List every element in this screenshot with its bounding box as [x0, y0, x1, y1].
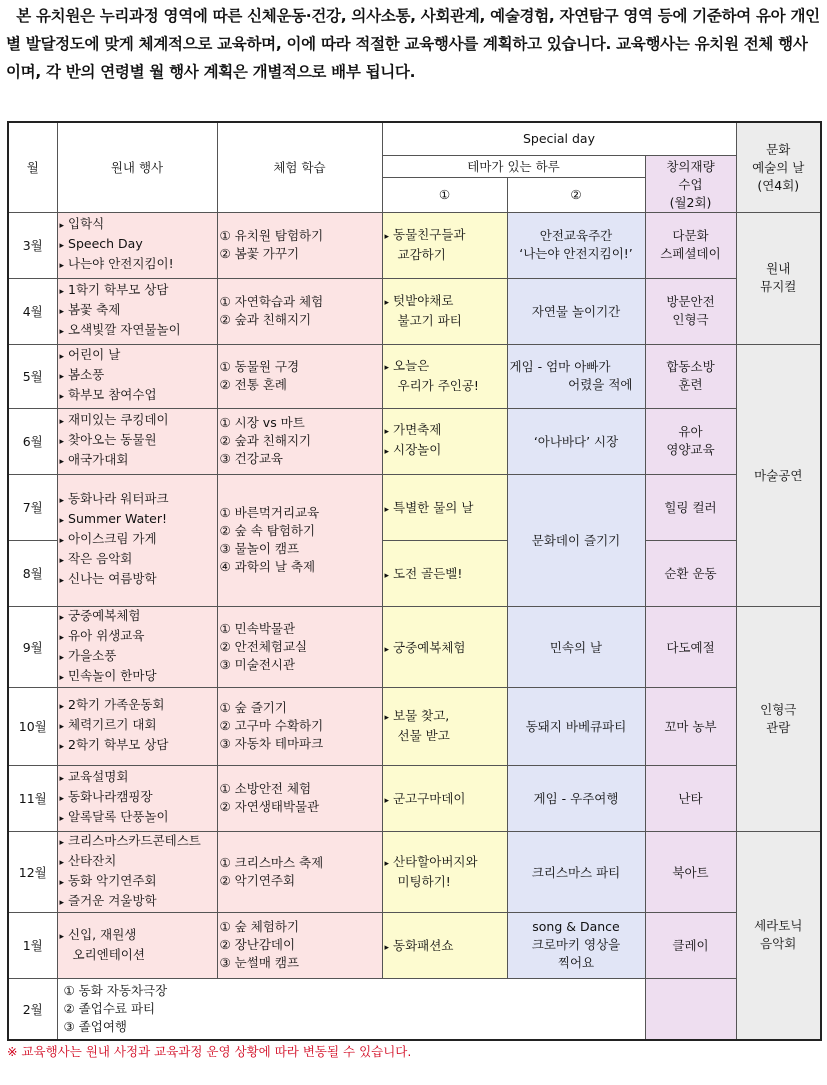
experience-item: ② 숲과 친해지기 — [219, 312, 312, 327]
culture-cell-magic: 마술공연 — [736, 344, 821, 606]
header-theme: 테마가 있는 하루 — [382, 155, 645, 177]
creative-cell: 순환 운동 — [645, 540, 736, 606]
experience-item: ② 전통 혼례 — [219, 377, 287, 392]
theme1-cell — [382, 831, 507, 912]
theme1-cell — [382, 540, 507, 606]
theme1-line: ▸ 텃밭야채로 — [385, 292, 505, 312]
month-cell: 6월 — [8, 408, 57, 474]
theme1-line: ▸ 동물친구들과 — [385, 226, 505, 246]
experience-cell — [217, 212, 382, 278]
theme1-line: ▸ 동화패션쇼 — [385, 936, 505, 954]
event-item: ▸ 민속놀이 한마당 — [60, 667, 215, 687]
month-cell: 9월 — [8, 606, 57, 687]
theme1-cell — [382, 765, 507, 831]
month-cell: 1월 — [8, 912, 57, 978]
creative-line: 유아 — [678, 424, 703, 439]
theme1-cell — [382, 687, 507, 765]
event-item: ▸ 작은 음악회 — [60, 550, 215, 570]
event-item: ▸ 산타잔치 — [60, 852, 215, 872]
creative-cell — [645, 278, 736, 344]
row-july — [8, 474, 821, 540]
event-item: ▸ 나는야 안전지킴이! — [60, 255, 215, 275]
month-cell: 2월 — [8, 978, 57, 1040]
experience-cell — [217, 344, 382, 408]
experience-item: ① 유치원 탐험하기 — [219, 228, 324, 243]
experience-item: ② 안전체험교실 — [219, 638, 308, 654]
event-item: ▸ 신나는 여름방학 — [60, 570, 215, 590]
month-cell: 11월 — [8, 765, 57, 831]
row-november — [8, 765, 821, 831]
creative-line3: (월2회) — [669, 194, 712, 210]
experience-cell — [217, 912, 382, 978]
theme1-line: 우리가 주인공! — [397, 378, 479, 393]
experience-item: ① 소방안전 체험 — [219, 781, 312, 796]
event-item: ▸ 2학기 가족운동회 — [60, 696, 215, 716]
header-culture — [736, 122, 821, 212]
intro-text: 본 유치원은 누리과정 영역에 따른 신체운동·건강, 의사소통, 사회관계, 예술경험, 자연탐구 영역 등에 기준하여 유아 개인별 발달정도에 맞게 체계적으로 교육하며, 이에 따라 적절한 교육행사를 계획하고 있습니다. 교육행사는 유치원 전체 행사이며, 각 반의 연령별 월 행사 계획은 개별적으로 배부 됩니다. — [6, 7, 820, 81]
experience-item: ① 시장 vs 마트 — [219, 415, 305, 430]
theme2-line: 어렸을 적에 — [568, 377, 633, 392]
row-february — [8, 978, 821, 1040]
events-cell — [57, 606, 217, 687]
event-item: ▸ 교육설명회 — [60, 768, 215, 788]
experience-item: ④ 과학의 날 축제 — [219, 559, 316, 574]
experience-cell — [217, 606, 382, 687]
row-october — [8, 687, 821, 765]
theme2-line: 게임 - 엄마 아빠가 — [509, 359, 611, 374]
theme1-cell — [382, 344, 507, 408]
event-item: ▸ 애국가대회 — [60, 451, 215, 471]
theme2-cell-summer: 문화데이 즐기기 — [507, 474, 645, 606]
creative-cell — [645, 212, 736, 278]
experience-item: ② 고구마 수확하기 — [219, 718, 324, 733]
schedule-table — [7, 121, 822, 1041]
creative-cell — [645, 408, 736, 474]
experience-item: ② 숲과 친해지기 — [219, 433, 312, 448]
event-item: ▸ 크리스마스카드콘테스트 — [60, 832, 215, 852]
row-september — [8, 606, 821, 687]
events-cell — [57, 278, 217, 344]
creative-line: 훈련 — [678, 377, 703, 392]
experience-item: ③ 눈썰매 캠프 — [219, 955, 300, 970]
header-experience: 체험 학습 — [217, 122, 382, 212]
event-item: ▸ 알록달록 단풍놀이 — [60, 808, 215, 828]
culture-cell-concert — [736, 831, 821, 1040]
culture-line: 세라토닉 — [754, 918, 803, 934]
event-item: 오리엔테이션 — [72, 947, 145, 962]
month-cell: 4월 — [8, 278, 57, 344]
events-cell — [57, 687, 217, 765]
culture-line: 인형극 — [760, 701, 797, 717]
event-item: ▸ 찾아오는 동물원 — [60, 431, 215, 451]
row-may — [8, 344, 821, 408]
theme2-cell: ‘아나바다’ 시장 — [507, 408, 645, 474]
theme1-line: ▸ 오늘은 — [385, 357, 505, 377]
theme1-cell — [382, 212, 507, 278]
month-cell: 8월 — [8, 540, 57, 606]
header-events: 원내 행사 — [57, 122, 217, 212]
culture-cell-musical — [736, 212, 821, 344]
theme2-line: 안전교육주간 — [539, 228, 613, 243]
header-col2: ② — [507, 177, 645, 212]
event-item: ▸ 어린이 날 — [60, 346, 215, 366]
theme1-line: ▸ 보물 찾고, — [385, 707, 505, 727]
experience-cell-summer — [217, 474, 382, 606]
events-cell — [57, 408, 217, 474]
experience-item: ② 악기연주회 — [219, 872, 296, 888]
event-item: ▸ 가을소풍 — [60, 647, 215, 667]
event-item: ▸ 궁중예복체험 — [60, 607, 215, 627]
intro-paragraph — [6, 2, 821, 86]
experience-cell — [217, 831, 382, 912]
experience-cell — [217, 687, 382, 765]
event-item: ▸ 동화 악기연주회 — [60, 872, 215, 892]
theme1-line: 선물 받고 — [397, 728, 450, 743]
theme2-cell: 민속의 날 — [507, 606, 645, 687]
experience-item: ③ 물놀이 캠프 — [219, 541, 300, 556]
culture-line1: 문화 — [766, 142, 791, 158]
events-cell — [57, 831, 217, 912]
experience-item: ③ 미술전시관 — [219, 656, 296, 672]
month-cell: 7월 — [8, 474, 57, 540]
theme1-cell — [382, 278, 507, 344]
creative-cell: 힐링 컬러 — [645, 474, 736, 540]
experience-item: ① 자연학습과 체험 — [219, 294, 324, 309]
header-month: 월 — [8, 122, 57, 212]
events-cell — [57, 912, 217, 978]
event-item: ▸ 동화나라 워터파크 — [60, 490, 215, 510]
theme1-line: ▸ 궁중예복체험 — [385, 638, 505, 656]
month-cell: 10월 — [8, 687, 57, 765]
creative-cell: 클레이 — [645, 912, 736, 978]
theme1-cell — [382, 408, 507, 474]
theme2-line: 크로마키 영상을 — [531, 937, 621, 952]
event-item: ▸ 즐거운 겨울방학 — [60, 892, 215, 912]
experience-item: ① 숲 즐기기 — [219, 700, 287, 715]
creative-line: 인형극 — [672, 312, 709, 327]
creative-cell: 북아트 — [645, 831, 736, 912]
event-item: ▸ 아이스크림 가게 — [60, 530, 215, 550]
theme2-cell: 크리스마스 파티 — [507, 831, 645, 912]
experience-item: ① 크리스마스 축제 — [219, 854, 324, 870]
experience-item: ① 숲 체험하기 — [219, 919, 300, 934]
theme2-cell: 자연물 놀이기간 — [507, 278, 645, 344]
creative-line1: 창의재량 — [666, 158, 715, 174]
experience-item: ① 동물원 구경 — [219, 359, 300, 374]
creative-cell — [645, 344, 736, 408]
theme2-cell: 게임 - 우주여행 — [507, 765, 645, 831]
events-cell — [57, 212, 217, 278]
theme2-cell: 동돼지 바베큐파티 — [507, 687, 645, 765]
culture-line: 관람 — [766, 719, 791, 735]
creative-line: 합동소방 — [666, 359, 715, 374]
theme1-line: ▸ 가면축제 — [385, 421, 505, 441]
experience-item: ③ 자동차 테마파크 — [219, 736, 324, 751]
experience-item: ① 민속박물관 — [219, 620, 296, 636]
experience-item: ② 장난감데이 — [219, 937, 296, 952]
creative-line: 영양교육 — [666, 442, 715, 457]
row-january — [8, 912, 821, 978]
creative-line: 다문화 — [672, 228, 709, 243]
header-special: Special day — [382, 122, 736, 155]
header-creative — [645, 155, 736, 212]
month-cell: 3월 — [8, 212, 57, 278]
theme2-line: ‘나는야 안전지킴이!’ — [519, 246, 633, 261]
theme1-line: ▸ 군고구마데이 — [385, 789, 505, 807]
experience-item: ① 바른먹거리교육 — [219, 505, 320, 520]
creative-line: 스페셜데이 — [660, 246, 721, 261]
theme2-line: song & Dance — [532, 919, 620, 934]
event-item: ▸ 2학기 학부모 상담 — [60, 736, 215, 756]
header-col1: ① — [382, 177, 507, 212]
events-cell-summer — [57, 474, 217, 606]
event-item: ▸ 동화나라캠핑장 — [60, 788, 215, 808]
experience-item: ② 자연생태박물관 — [219, 799, 320, 814]
row-april — [8, 278, 821, 344]
row-june — [8, 408, 821, 474]
theme1-cell — [382, 912, 507, 978]
creative-line2: 수업 — [678, 176, 703, 192]
event-item: ▸ 학부모 참여수업 — [60, 386, 215, 406]
event-item: ▸ 재미있는 쿠킹데이 — [60, 411, 215, 431]
experience-item: ③ 건강교육 — [219, 451, 283, 466]
theme1-line: ▸ 시장놀이 — [385, 441, 505, 461]
creative-cell: 꼬마 농부 — [645, 687, 736, 765]
culture-line: 원내 — [766, 261, 791, 276]
experience-cell — [217, 765, 382, 831]
events-cell — [57, 344, 217, 408]
event-item: ▸ 오색빛깔 자연물놀이 — [60, 321, 215, 341]
culture-line3: (연4회) — [757, 178, 800, 194]
experience-item: ② 숲 속 탐험하기 — [219, 523, 316, 538]
event-item: ▸ 봄소풍 — [60, 366, 215, 386]
month-cell: 5월 — [8, 344, 57, 408]
culture-line: 음악회 — [760, 936, 797, 952]
event-item: ▸ Speech Day — [60, 235, 215, 255]
creative-cell-empty — [645, 978, 736, 1040]
experience-cell — [217, 408, 382, 474]
creative-line: 방문안전 — [666, 294, 715, 309]
experience-cell — [217, 278, 382, 344]
creative-cell: 난타 — [645, 765, 736, 831]
theme2-cell — [507, 912, 645, 978]
row-march — [8, 212, 821, 278]
experience-item: ② 봄꽃 가꾸기 — [219, 246, 300, 261]
events-cell — [57, 765, 217, 831]
theme1-line: 불고기 파티 — [397, 313, 462, 328]
culture-line: 뮤지컬 — [760, 279, 797, 294]
event-item: ▸ 유아 위생교육 — [60, 627, 215, 647]
event-item: ▸ 봄꽃 축제 — [60, 301, 215, 321]
events-cell-february — [57, 978, 645, 1040]
event-item: ▸ 신입, 재원생 — [60, 926, 215, 946]
event-item: ① 동화 자동차극장 — [63, 982, 168, 998]
row-december — [8, 831, 821, 912]
creative-cell: 다도예절 — [645, 606, 736, 687]
footnote: ※ 교육행사는 원내 사정과 교육과정 운영 상황에 따라 변동될 수 있습니다. — [7, 1044, 412, 1059]
theme1-line: 교감하기 — [397, 247, 446, 262]
culture-line2: 예술의 날 — [752, 160, 805, 176]
event-item: ② 졸업수료 파티 — [63, 1000, 156, 1016]
theme1-line: ▸ 도전 골든벨! — [385, 564, 505, 582]
theme2-cell — [507, 344, 645, 408]
theme1-line: ▸ 산타할아버지와 — [385, 853, 505, 873]
event-item: ▸ 체력기르기 대회 — [60, 716, 215, 736]
theme1-cell — [382, 474, 507, 540]
event-item: ▸ Summer Water! — [60, 510, 215, 530]
event-item: ▸ 1학기 학부모 상담 — [60, 281, 215, 301]
theme1-line: ▸ 특별한 물의 날 — [385, 498, 505, 516]
event-item: ▸ 입학식 — [60, 215, 215, 235]
culture-cell-puppet — [736, 606, 821, 831]
event-item: ③ 졸업여행 — [63, 1018, 127, 1034]
month-cell: 12월 — [8, 831, 57, 912]
theme2-line: 찍어요 — [557, 955, 595, 970]
theme1-line: 미팅하기! — [397, 873, 451, 889]
theme1-cell — [382, 606, 507, 687]
theme2-cell — [507, 212, 645, 278]
